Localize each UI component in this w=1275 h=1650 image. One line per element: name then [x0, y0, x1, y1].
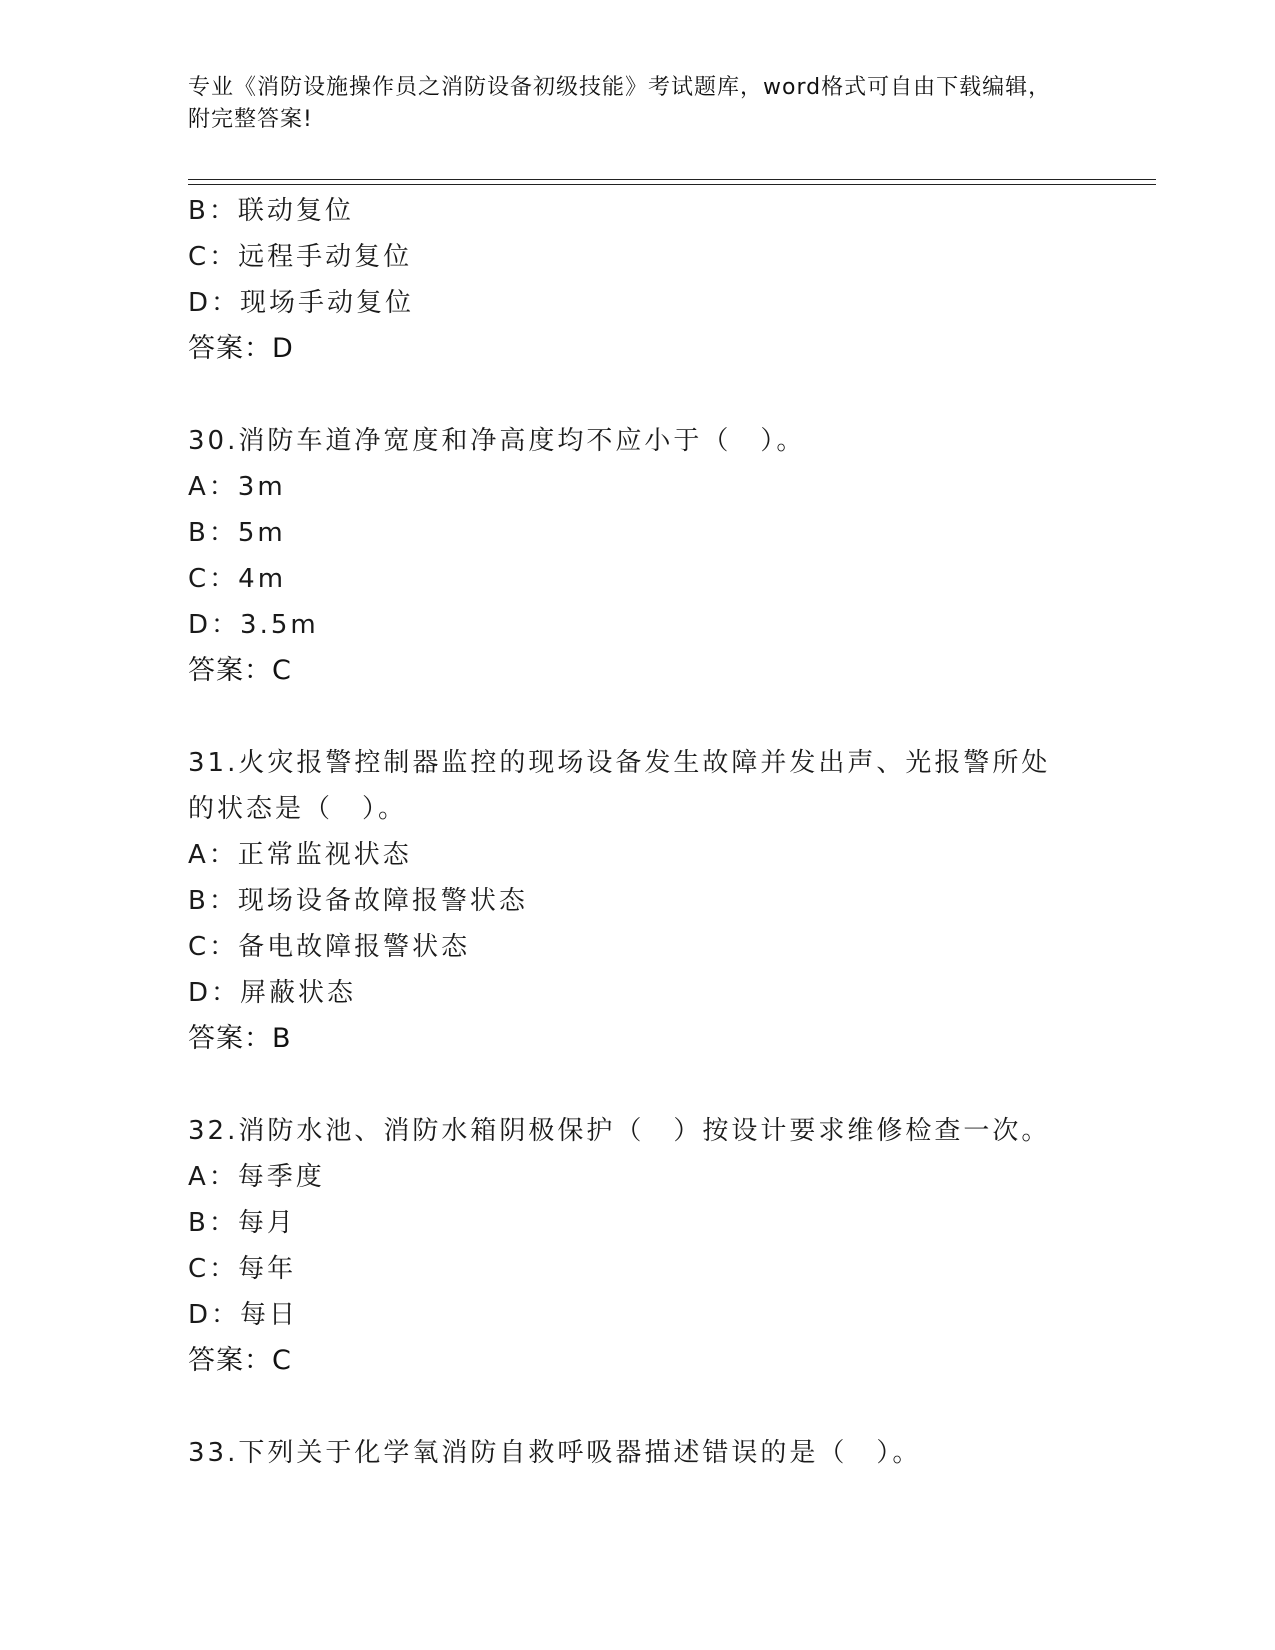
question-text: 31.火灾报警控制器监控的现场设备发生故障并发出声、光报警所处的状态是（ ）。 — [188, 748, 1051, 824]
option-b: B：现场设备故障报警状态 — [188, 886, 528, 916]
option-d: D：现场手动复位 — [188, 288, 415, 318]
option-c: C：备电故障报警状态 — [188, 932, 471, 962]
question-33-block — [188, 1430, 1088, 1476]
option-d: D：屏蔽状态 — [188, 978, 357, 1008]
document-header: 专业《消防设施操作员之消防设备初级技能》考试题库，word格式可自由下载编辑，附完整答案! — [188, 75, 1052, 132]
answer-label: 答案：C — [188, 1345, 292, 1376]
option-d: D：3.5m — [188, 610, 319, 640]
question-29-block — [188, 188, 1088, 372]
header-divider-bottom — [188, 184, 1156, 185]
option-a: A：正常监视状态 — [188, 840, 412, 870]
question-text: 33.下列关于化学氧消防自救呼吸器描述错误的是（ ）。 — [188, 1438, 922, 1468]
question-text: 30.消防车道净宽度和净高度均不应小于（ ）。 — [188, 426, 806, 456]
option-c: C：远程手动复位 — [188, 242, 413, 272]
header-divider-top — [188, 179, 1156, 180]
option-a: A：每季度 — [188, 1162, 325, 1192]
option-c: C：4m — [188, 564, 287, 594]
question-text: 32.消防水池、消防水箱阴极保护（ ）按设计要求维修检查一次。 — [188, 1116, 1051, 1146]
option-a: A：3m — [188, 472, 286, 502]
question-31-block — [188, 740, 1088, 1062]
question-list — [188, 188, 1088, 1476]
option-c: C：每年 — [188, 1254, 297, 1284]
option-b: B：联动复位 — [188, 196, 354, 226]
option-b: B：5m — [188, 518, 286, 548]
answer-label: 答案：D — [188, 333, 294, 364]
answer-label: 答案：C — [188, 655, 292, 686]
answer-label: 答案：B — [188, 1023, 292, 1054]
question-30-block — [188, 418, 1088, 694]
question-32-block — [188, 1108, 1088, 1384]
option-d: D：每日 — [188, 1300, 299, 1330]
option-b: B：每月 — [188, 1208, 296, 1238]
